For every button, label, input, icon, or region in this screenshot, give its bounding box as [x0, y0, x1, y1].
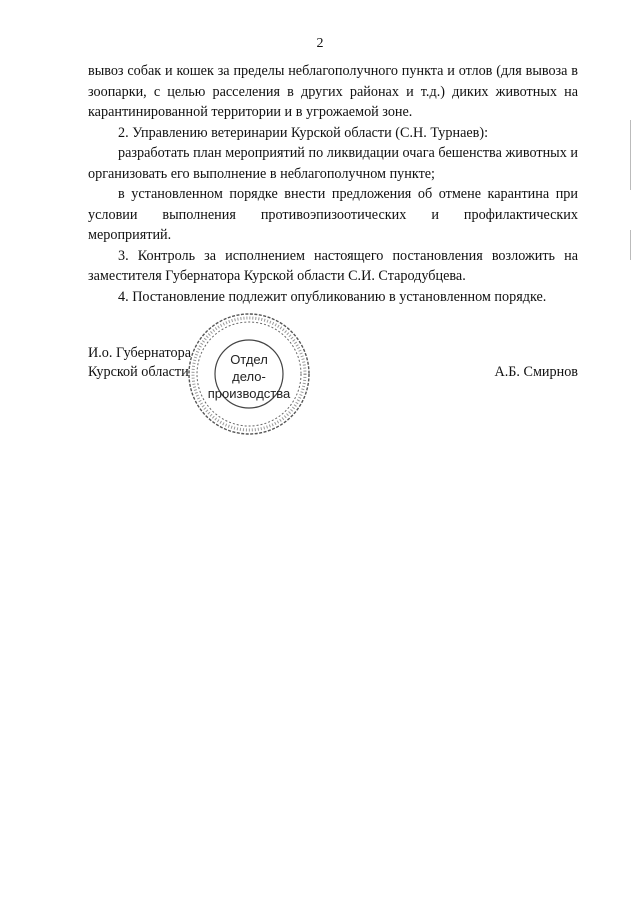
- paragraph: разработать план мероприятий по ликвидации очага бешенства животных и организовать его выполнение в неблагополучном пункте;: [88, 145, 578, 182]
- paragraph: 3. Контроль за исполнением настоящего постановления возложить на заместителя Губернатора Курской области С.И. Стародубцева.: [88, 247, 578, 284]
- stamp-text: [186, 351, 312, 402]
- office-stamp: [186, 311, 312, 437]
- paragraph: вывоз собак и кошек за пределы неблагополучного пункта и отлов (для вывоза в зоопарки, с целью расселения в других районах и т.д.) диких животных на карантинированной территории и в угрожаемой зоне.: [88, 63, 578, 120]
- paragraph: 4. Постановление подлежит опубликованию в установленном порядке.: [118, 288, 547, 305]
- signatory-title: [88, 344, 191, 382]
- document-body: [88, 61, 578, 307]
- scan-edge-mark: [630, 230, 631, 260]
- signatory-title-line1: И.о. Губернатора: [88, 345, 191, 361]
- paragraph: в установленном порядке внести предложения об отмене карантина при условии выполнения противоэпизоотических и профилактических мероприятий.: [88, 186, 578, 243]
- scan-edge-mark: [630, 120, 631, 190]
- stamp-line: Отдел: [230, 352, 268, 367]
- page-number: 2: [316, 36, 324, 51]
- signature-block: [88, 344, 578, 404]
- paragraph: 2. Управлению ветеринарии Курской области (С.Н. Турнаев):: [118, 124, 489, 141]
- signatory-title-line2: Курской области: [88, 364, 189, 380]
- signatory-name: А.Б. Смирнов: [494, 364, 578, 380]
- stamp-line: дело-: [232, 369, 266, 384]
- stamp-line: производства: [207, 386, 291, 401]
